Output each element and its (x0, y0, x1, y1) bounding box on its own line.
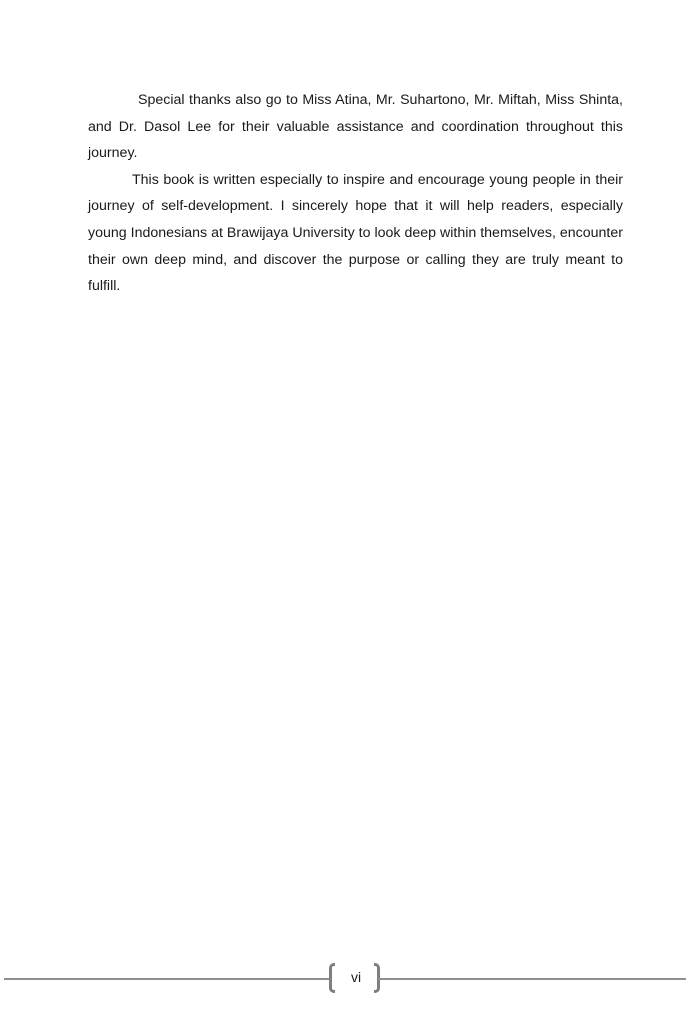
page-number: vi (350, 969, 362, 985)
page-footer (0, 958, 690, 1002)
footer-rule-right (378, 978, 686, 980)
purpose-paragraph: This book is written especially to inspire and encourage young people in their journey of self-development. I sincerely hope that it will help readers, especially young Indonesians at Brawijaya University to look deep within themselves, encounter their own deep mind, and discover the purpose or calling they are truly meant to fulfill. (88, 171, 623, 295)
left-bracket-icon (329, 963, 335, 993)
footer-rule-left (4, 978, 332, 980)
acknowledgement-paragraph: Special thanks also go to Miss Atina, Mr. Suhartono, Mr. Miftah, Miss Shinta, and Dr. Dasol Lee for their valuable assistance and coordination throughout this journey. (88, 92, 623, 162)
page-body (88, 87, 623, 300)
